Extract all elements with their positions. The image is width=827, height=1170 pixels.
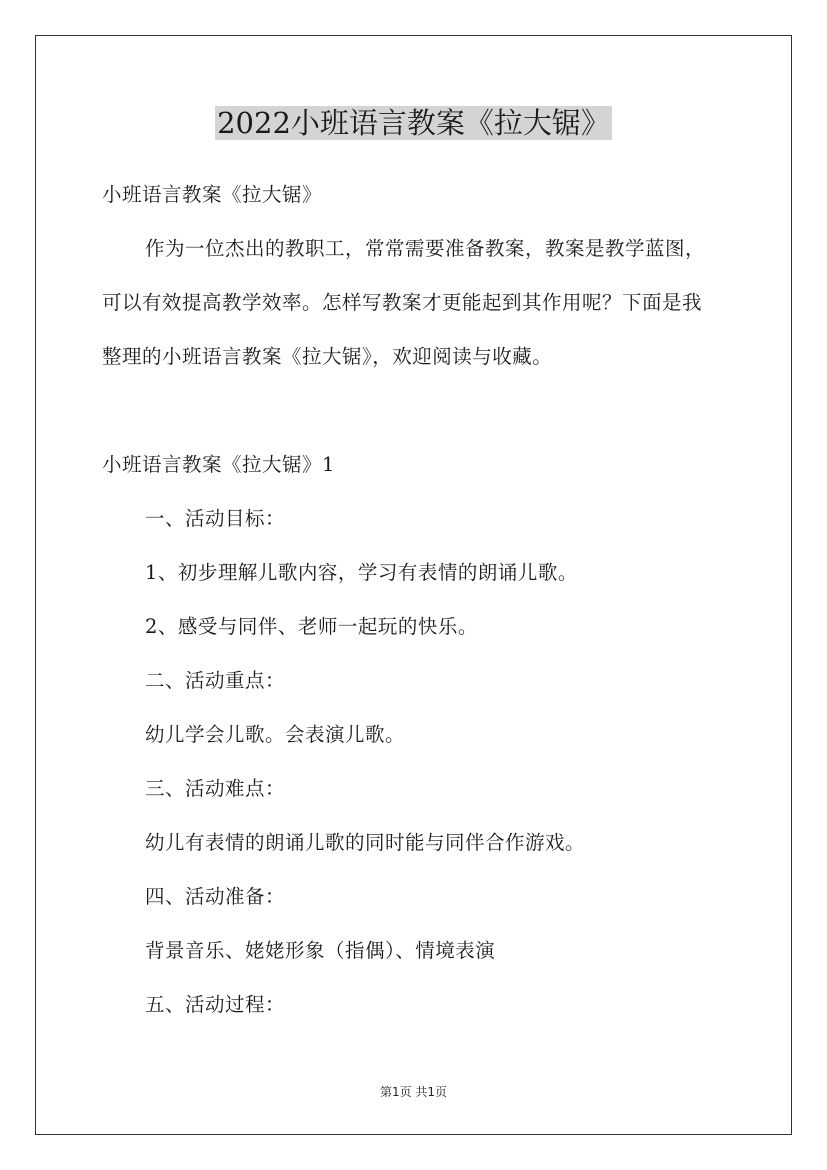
intro-line: 整理的小班语言教案《拉大锯》，欢迎阅读与收藏。 (102, 345, 553, 368)
paragraph-line: 五、活动过程： (145, 993, 286, 1016)
intro-line: 可以有效提高教学效率。怎样写教案才更能起到其作用呢？下面是我 (102, 291, 703, 314)
paragraph-line: 背景音乐、姥姥形象（指偶）、情境表演 (145, 939, 496, 962)
paragraph-line: 三、活动难点： (145, 777, 286, 800)
paragraph-line: 二、活动重点： (145, 669, 286, 692)
page-number-footer: 第1页 共1页 (379, 1085, 448, 1099)
document-title (0, 103, 827, 143)
section-heading: 小班语言教案《拉大锯》1 (102, 453, 335, 476)
document-title-text: 2022小班语言教案《拉大锯》 (217, 106, 610, 140)
paragraph-line: 2、感受与同伴、老师一起玩的快乐。 (145, 615, 478, 638)
paragraph-line: 一、活动目标： (145, 507, 286, 530)
document-subtitle: 小班语言教案《拉大锯》 (102, 183, 323, 206)
paragraph-line: 四、活动准备： (145, 885, 286, 908)
paragraph-line: 幼儿有表情的朗诵儿歌的同时能与同伴合作游戏。 (145, 831, 586, 854)
paragraph-line: 幼儿学会儿歌。会表演儿歌。 (145, 723, 406, 746)
paragraph-line: 1、初步理解儿歌内容，学习有表情的朗诵儿歌。 (145, 561, 578, 584)
intro-line: 作为一位杰出的教职工，常常需要准备教案，教案是教学蓝图， (145, 237, 706, 260)
